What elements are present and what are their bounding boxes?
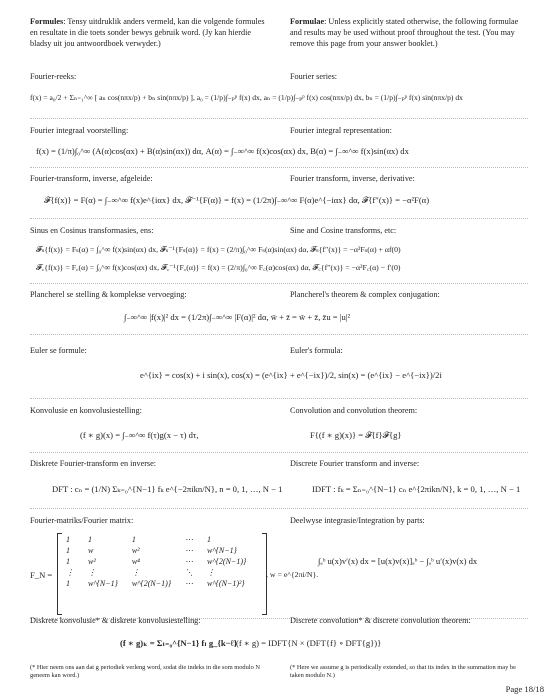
plancherel-formula: ∫₋∞^∞ |f(x)|² dx = (1/2π)∫₋∞^∞ |F(α)|² dα, w̄ + z̄ = w̄ + z̄, z̄u = |u|² [124,312,351,322]
w-definition: , w = e^{2πi/N}. [266,570,319,579]
header-plancherel-en: Plancherel's theorem & complex conjugation: [290,290,440,299]
sine-transform-formula: 𝓕ₛ{f(x)} = Fₛ(α) = ∫₀^∞ f(x)sin(αx) dx, 𝓕ₛ⁻¹{Fₛ(α)} = f(x) = (2/π)∫₀^∞ Fₛ(α)sin(αx) dα, 𝓕ₛ{f″(x)} = −α²Fₛ(α) + αf(0) [36,245,401,254]
header-discrete-convolution-af: Diskrete konvolusie* & diskrete konvolusiestelling: [30,616,201,625]
header-discrete-convolution-en: Discrete convolution* & discrete convolution theorem: [290,616,471,625]
header-sine-cosine-af: Sinus en Cosinus transformasies, ens: [30,226,154,235]
divider [30,334,528,335]
cosine-transform-formula: 𝓕꜀{f(x)} = F꜀(α) = ∫₀^∞ f(x)cos(αx) dx, 𝓕꜀⁻¹{F꜀(α)} = f(x) = (2/π)∫₀^∞ F꜀(α)cos(αx) dα, 𝓕꜀{f″(x)} = −α²F꜀(α) − f′(0) [36,263,401,272]
header-fourier-integral-af: Fourier integraal voorstelling: [30,126,129,135]
header-plancherel-af: Plancherel se stelling & komplekse vervoeging: [30,290,187,299]
fourier-matrix [59,534,253,589]
convolution-definition: (f ∗ g)(x) = ∫₋∞^∞ f(τ)g(x − τ) dτ, [80,430,199,440]
header-euler-en: Euler's formula: [290,346,343,355]
header-sine-cosine-en: Sine and Cosine transforms, etc: [290,226,397,235]
matrix-row: 1 1 1 ⋯ 1 [66,535,212,544]
intro-english: Formulae: Unless explicitly stated otherwise, the following formulae and results may be used without proof throughout the test. (You may remove this page from your answer booklet.) [290,17,519,48]
divider [30,398,528,399]
convolution-theorem: F{(f ∗ g)(x)} = 𝓕{f}𝓕{g} [310,430,402,440]
euler-formula: e^{ix} = cos(x) + i sin(x), cos(x) = (e^{ix} + e^{−ix})/2, sin(x) = (e^{ix} − e^{−ix})/2i [140,370,442,380]
discrete-convolution-theorem: (f ∗ g) = IDFT{N × (DFT{f} ∘ DFT{g})} [236,638,382,648]
matrix-row: 1 w w² ⋯ w^{N−1} [66,546,237,555]
header-dft-en: Discrete Fourier transform and inverse: [290,459,420,468]
divider [30,283,528,284]
divider [30,508,528,509]
fourier-integral-formula: f(x) = (1/π)∫₀^∞ (A(α)cos(αx) + B(α)sin(αx)) dα, A(α) = ∫₋∞^∞ f(x)cos(αx) dx, B(α) = ∫₋∞^∞ f(x)sin(αx) dx [36,146,409,156]
header-fourier-matrix: Fourier-matriks/Fourier matrix: [30,516,134,525]
integration-by-parts-formula: ∫ₐᵇ u(x)v′(x) dx = [u(x)v(x)]ₐᵇ − ∫ₐᵇ u′(x)v(x) dx [318,556,478,566]
header-fourier-transform-af: Fourier-transform, inverse, afgeleide: [30,174,153,183]
idft-formula: IDFT : fₖ = Σₙ₌₀^{N−1} cₙ e^{2πikn/N}, k = 0, 1, …, N − 1 [312,484,521,494]
fourier-matrix-label: F_N = [30,570,53,580]
page-number: Page 18/18 [505,684,544,694]
header-integration-by-parts: Deelwyse integrasie/Integration by parts: [290,516,425,525]
dft-formula: DFT : cₙ = (1/N) Σₖ₌₀^{N−1} fₖ e^{−2πikn/N}, n = 0, 1, …, N − 1 [52,484,283,494]
divider [30,218,528,219]
divider [30,118,528,119]
header-dft-af: Diskrete Fourier-transform en inverse: [30,459,157,468]
matrix-row: 1 w² w⁴ ⋯ w^{2(N−1)} [66,557,247,566]
divider [30,452,528,453]
matrix-row: ⋮ ⋮ ⋮ ⋱ ⋮ [66,568,216,577]
footnote-afrikaans: (* Hier neem ons aan dat g periodiek verleng word, sodat die indeks in die som modulo N geneem kan word.) [30,664,261,679]
intro-afrikaans: Formules: Tensy uitdruklik anders vermeld, kan die volgende formules en resultate in die toets sonder bewys gebruik word. (Jy kan hierdie bladsy uit jou antwoordboek verwyder.) [30,17,265,48]
footnote-english: (* Here we assume g is periodically extended, so that its index in the summation may be taken modulo N.) [290,664,516,679]
header-fourier-transform-en: Fourier transform, inverse, derivative: [290,174,415,183]
header-convolution-en: Convolution and convolution theorem: [290,406,418,415]
header-fourier-series-af: Fourier-reeks: [30,72,77,81]
discrete-convolution-formula: (f ∗ g)ₖ = Σₗ₌₀^{N−1} fₗ g_{k−ℓ} [120,638,238,648]
fourier-transform-formula: 𝓕{f(x)} = F(α) = ∫₋∞^∞ f(x)e^{iαx} dx, 𝓕⁻¹{F(α)} = f(x) = (1/2π)∫₋∞^∞ F(α)e^{−iαx} dα, 𝓕{f″(x)} = −α²F(α) [44,195,430,205]
matrix-row: 1 w^{N−1} w^{2(N−1)} ⋯ w^{(N−1)²} [66,579,245,588]
fourier-series-formula: f(x) = a₀/2 + Σₙ₌₁^∞ [ aₙ cos(nπx/p) + bₙ sin(nπx/p) ], a₀ = (1/p)∫₋ₚᵖ f(x) dx, aₙ = (1/p)∫₋ₚᵖ f(x) cos(nπx/p) dx, bₙ = (1/p)∫₋ₚᵖ f(x) sin(nπx/p) dx [30,93,463,102]
header-fourier-integral-en: Fourier integral representation: [290,126,392,135]
header-euler-af: Euler se formule: [30,346,87,355]
header-fourier-series-en: Fourier series: [290,72,338,81]
header-convolution-af: Konvolusie en konvolusiestelling: [30,406,142,415]
divider [30,167,528,168]
